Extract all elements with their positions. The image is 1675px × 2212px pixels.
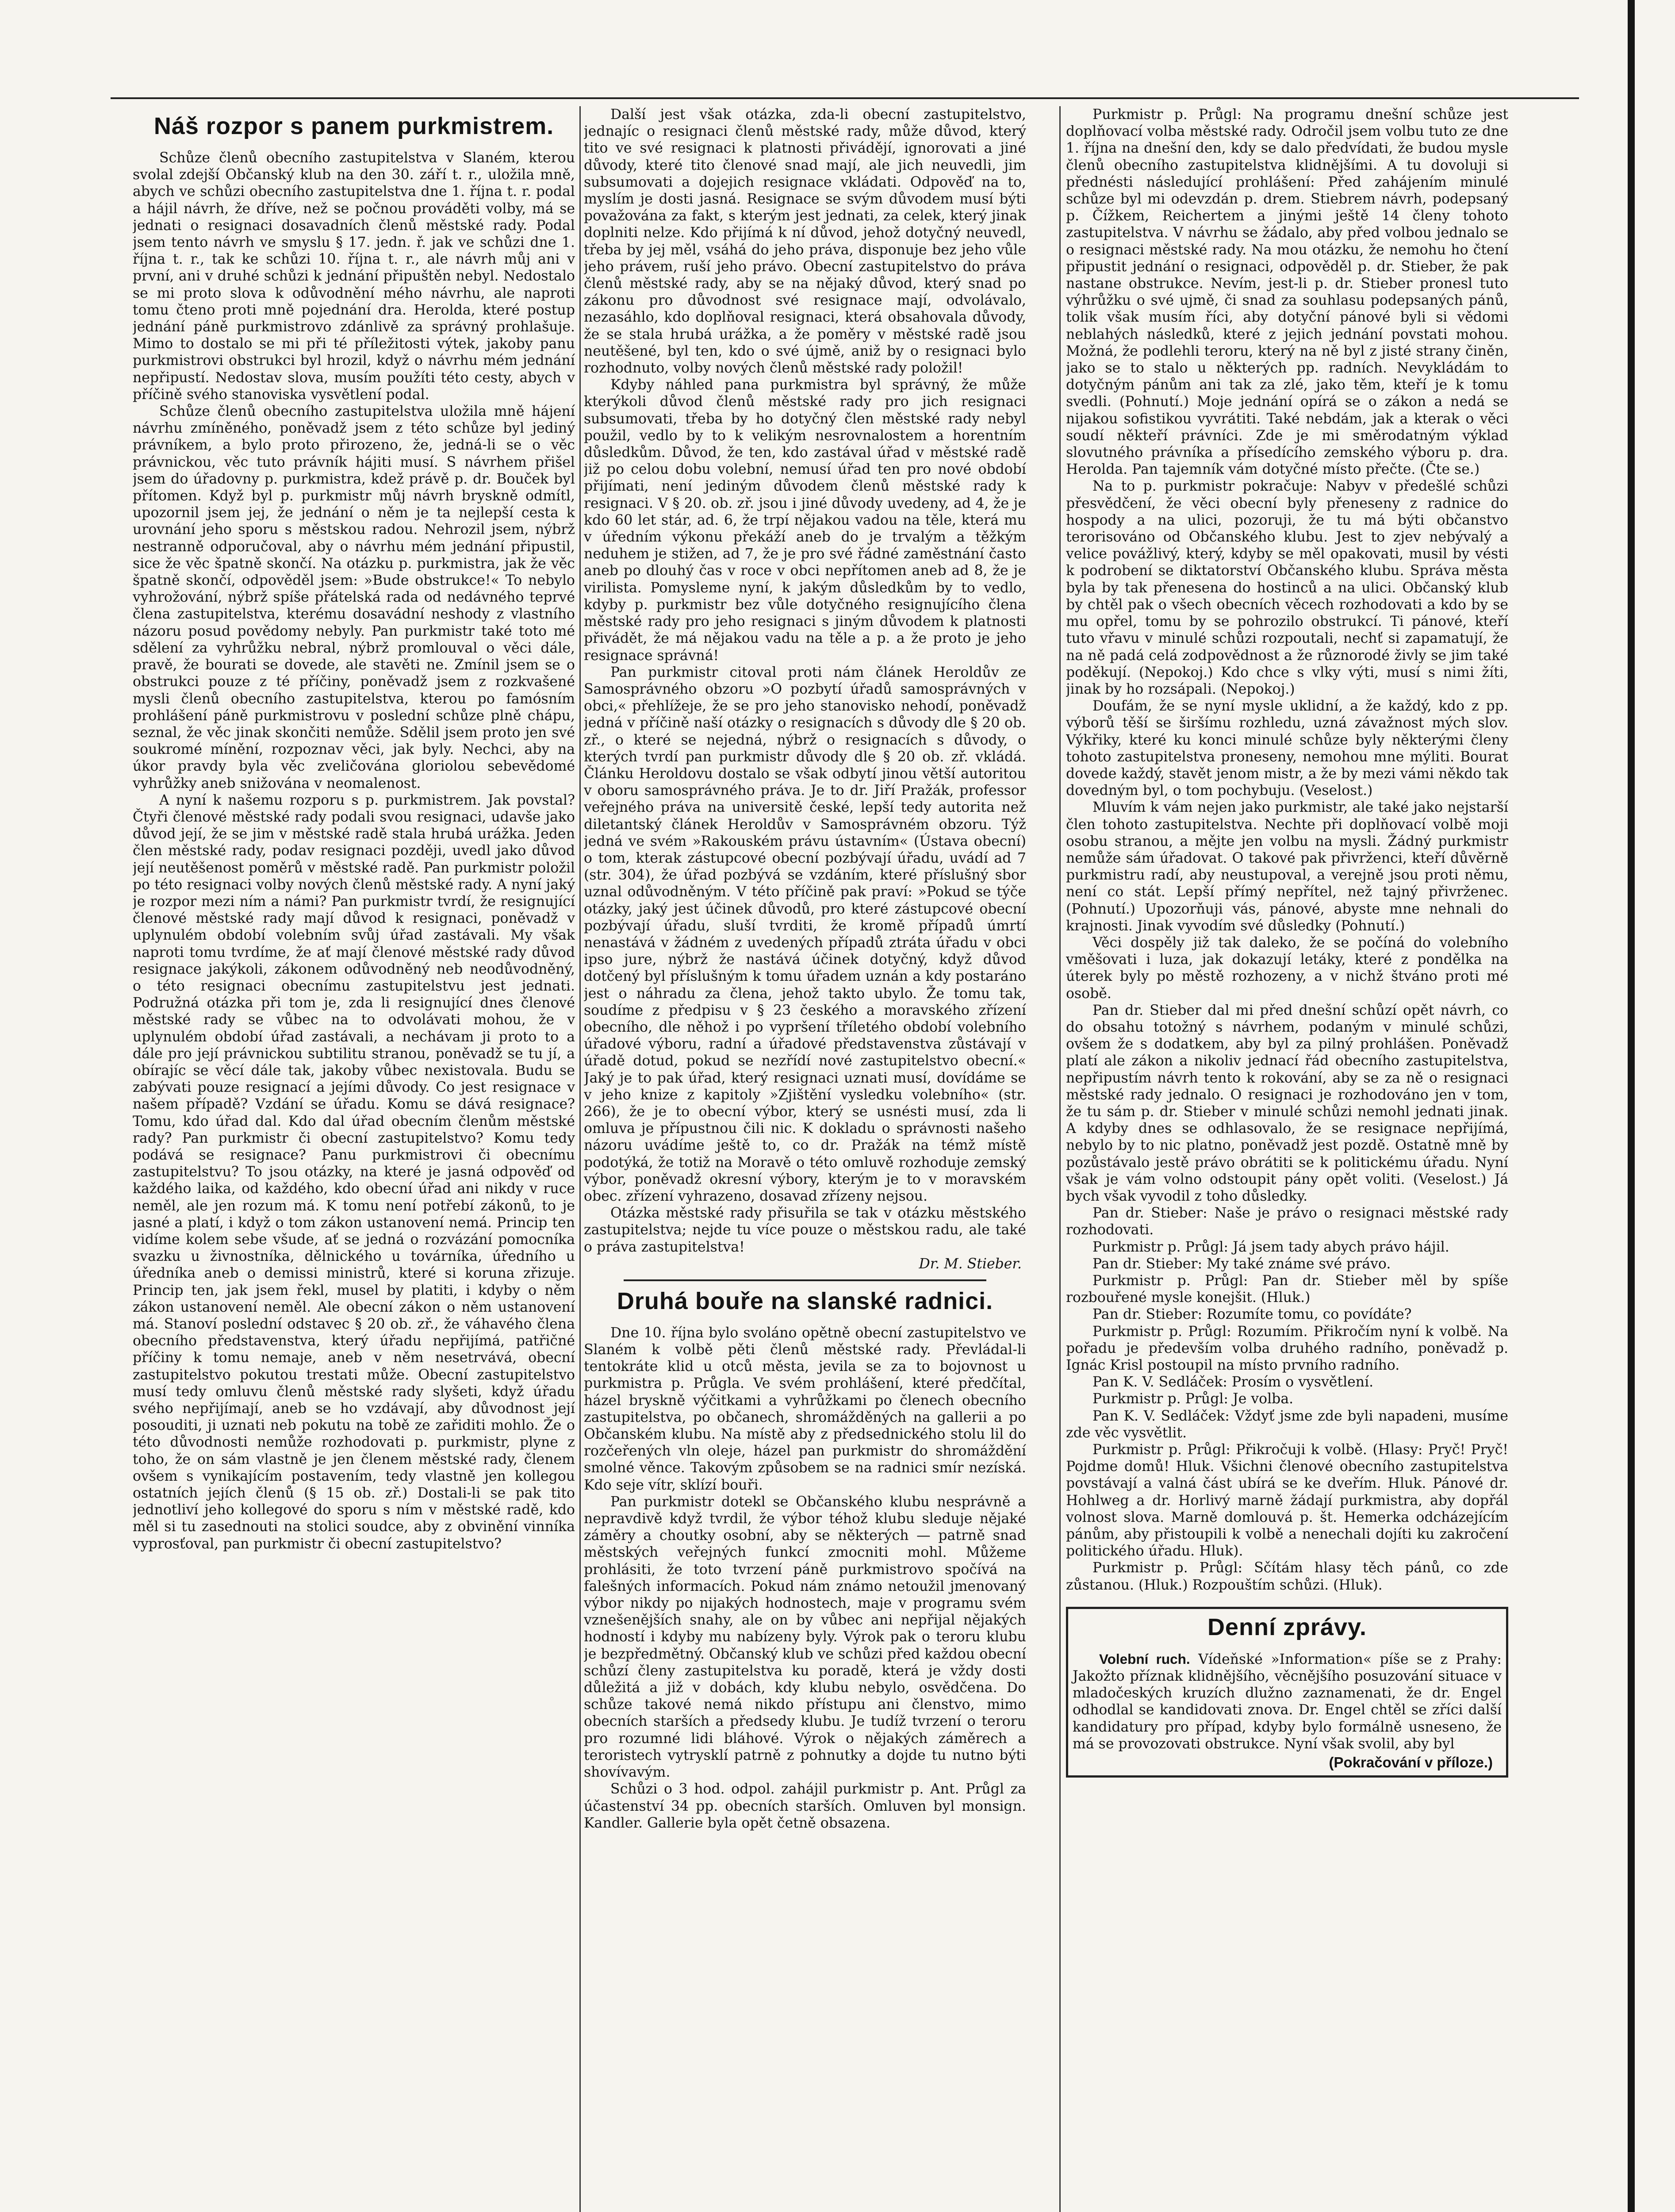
article-paragraph: Pan K. V. Sedláček: Prosím o vysvětlení. [1092,1374,1374,1390]
article-paragraph: Pan dr. Stieber dal mi před dnešní schůzí opět návrh, co do obsahu totožný s návrhem, podaným v minulé schůzi, ovšem že s dodatkem, aby byl za pilný prohlášen. Poněvadž platí ale zákon a nikoliv jednací řád obecního zastupitelstva, nepřipustím návrh tento k rokování, aby se za ně o resignaci městské rady jednalo. O resignaci je rozhodováno jen v tom, že tu sám p. dr. Stieber v minulé schůzi nemohl jednati jinak. A kdyby dnes se odhlasovalo, že se resignace nepřijímá, nebylo by to nic platno, poněvadž jest pozdě. Ostatně mně by pozůstávalo jestě právo obrátiti se k politickému úřadu. Nyní však je vám volno odstoupit pány opět voliti. (Veselost.) Já bych však vyvodil z toho důsledky. [1066,1002,1508,1204]
article-paragraph: Purkmistr p. Průgl: Sčítám hlasy těch pánů, co zde zůstanou. (Hluk.) Rozpouštím schůzi. (Hluk). [1066,1560,1508,1593]
article-paragraph: Pan dr. Stieber: Naše je právo o resignaci městské rady rozhodovati. [1066,1205,1508,1238]
article-paragraph: Purkmistr p. Průgl: Rozumím. Přikročím nyní k volbě. Na pořadu je především volba druhého radního, poněvadž p. Ignác Krisl postoupil na místo prvního radního. [1066,1323,1508,1374]
news-text: Vídeňské »Information« píše se z Prahy: Jakožto příznak klidnějšího, věcnějšího posuzování situace v mladočeských kruzích dlužno zaznamenati, že dr. Engel odhodlal se kandidovati znova. Dr. Engel chtěl se zříci další kandidatury pro případ, kdyby bylo formálně usneseno, že má se provozovati obstrukce. Nyní však svolil, aby byl [1073,1651,1502,1752]
article-paragraph: Na to p. purkmistr pokračuje: Nabyv v předešlé schůzi přesvědčení, že věci obecní byly přeneseny z radnice do hospody a na ulici, pozoruji, že tu má býti občanstvo terorisováno od Občanského klubu. Jest to zjev nebývalý a velice povážlivý, který, kdyby se měl opakovati, musil by vésti k podrobení se diktatorství Občanského klubu. Správa města byla by tak přenesena do hostinců a na ulici. Občanský klub by chtěl pak o všech obecních věcech rozhodovati a kdo by se mu opřel, tomu by se pohrozilo obstrukcí. Ti pánové, kteří tuto vřavu v minulé schůzi rozpoutali, nechť si zapamatují, že na ně padá celá zodpovědnost a že různorodé živly se jim také poděkují. (Nepokoj.) Kdo chce s vlky výti, musí s nimi žíti, jinak by ho rozsápali. (Nepokoj.) [1066,478,1508,697]
article-paragraph: Pan dr. Stieber: My také známe své právo. [1092,1256,1391,1272]
article-paragraph: Dne 10. října bylo svoláno opětně obecní zastupitelstvo ve Slaném k volbě pěti členů městské rady. Převládal-li tentokráte klid u otců města, jevila se za to bojovnost u purkmistra p. Průgla. Ve svém prohlášení, které předčítal, házel bryskně výčitkami a vyhrůžkami po členech obecního zastupitelstva, po občanech, shromážděných na gallerii a po Občanském klubu. Na místě aby z předsednického stolu lil do rozčeřených vln oleje, házel pan purkmistr do shromáždění smolné věnce. Takovým způsobem se na radnici smír nezíská. Kdo seje vítr, sklízí bouři. [584,1325,1026,1493]
column-divider [579,106,581,2212]
news-runin: Volební ruch. [1099,1651,1190,1667]
article-paragraph: A nyní k našemu rozporu s p. purkmistrem. Jak povstal? Čtyři členové městské rady podali svou resignaci, udavše jako důvod její, že se jim v městské radě stala hrubá urážka. Jeden člen městské rady, podav resignaci později, uvedl jako důvod její neutěšenost poměrů v městské radě. Pan purkmistr položil po této resignaci volby nových členů městské rady. A nyní jaký je rozpor mezi ním a námi? Pan purkmistr tvrdí, že resignující členové městské rady mají důvod k resignaci, poněvadž v uplynulém období volebním svůj úřad zastávali. My však naproti tomu tvrdíme, že ať mají členové městské rady důvod resignace jakýkoli, zákonem odůvodněný neb neodůvodněný, o této resignaci obecnímu zastupitelstvu jest jednati. Podružná otázka při tom je, zda li resignující dnes členové městské rady se vůbec na to odvolávati mohou, že v uplynulém období úřad zastávali, a nechávam ji proto to a dále pro její právnickou subtilitu stranou, poněvadž se tu jí, a obírajíc se věcí dále tak, jakoby vůbec nexistovala. Budu se zabývati pouze resignací a jejími důvody. Co jest resignace v našem případě? Vzdání se úřadu. Komu se dává resignace? Tomu, kdo úřad dal. Kdo dal úřad obecním členům městské rady? Pan purkmistr či obecní zastupitelstvo? Komu tedy podává se resignace? Panu purkmistrovi či obecnímu zastupitelstvu? To jsou otázky, na které je jasná odpověď od každého laika, od každého, kdo obecní úřad ani nikdy v ruce neměl, ale jen rozum má. K tomu není potřebí zákonů, to je jasné a platí, i když o tom zákon ustanovení nemá. Princip ten vidíme kolem sebe všude, ať se jedná o rozvázání pomocníka svazku u živnostníka, dělnického u továrníka, úředního u úředníka aneb o demissi ministrů, které si koruna zřizuje. Princip ten, jak jsem řekl, musel by platiti, i kdyby o něm zákon ustanovení neměl. Ale obecní zákon o něm ustanovení má. Stanoví poslední odstavec § 20 ob. zř., že váhavého člena obecního představenstva, který úřadu nepřijímá, patřičné příčiny k tomu nemaje, aneb v něm nesetrvává, obecní zastupitelstvo pokutou trestati může. Obecní zastupitelstvo musí tedy omluvu členů městské rady slyšeti, když úřadu svého nepřijímají, aneb se ho vzdávají, aby důvodnost její posouditi, ji uznati neb pokutu na tobě ze zařiditi mohlo. Že o této důvodnosti nemůže rozhodovati p. purkmistr, plyne z toho, že on sám vlastně je jen členem městské rady, členem ovšem s vynikajícím postavením, tedy vlastně jen kollegou ostatních jejích členů (§ 15 ob. zř.) Dostali-li se pak tito jednotliví jeho kollegové do sporu s ním v městské radě, kdo měl si tu zasednouti na stolici soudce, aby z obvinění vinníka vyprosťoval, pan purkmistr či obecní zastupitelstvo? [133,792,575,1552]
article-headline: Náš rozpor s panem purkmistrem. [153,113,554,139]
article-paragraph: Doufám, že se nyní mysle uklidní, a že každý, kdo z pp. výborů těší se širšímu rozhledu, uzná závažnost mých slov. Výkřiky, které ku konci minulé schůze byly některými členy tohoto zastupitelstva proneseny, nemohou mne mýliti. Bourat dovede každý, stavět jenom mistr, a že by mezi vámi někdo tak dovedným byl, o tom pochybuju. (Veselost.) [1066,698,1508,799]
column-divider [1059,106,1061,2212]
article-headline: Druhá bouře na slanské radnici. [617,1287,993,1314]
article-paragraph: Schůze členů obecního zastupitelstva v Slaném, kterou svolal zdejší Občanský klub na den 30. září t. r., uložila mně, abych ve schůzi obecního zastupitelstva dne 1. října t. r. podal a hájil návrh, že dříve, než se počnou prováděti volby, má se jednati o resignaci dosavadních členů městské rady. Podal jsem tento návrh ve smyslu § 17. jedn. ř. jak ve schůzi dne 1. října t. r., tak ke schůzi 10. října t. r., ale návrh můj ani v první, ani v druhé schůzi k jednání připuštěn nebyl. Nedostalo se mi proto slova k odůvodnění mého návrhu, ale naproti tomu čteno proti mně pojednání dra. Herolda, které postup jednání páně purkmistrovo zdánlivě za správný prohlašuje. Mimo to dostalo se mi při té příležitosti výtek, jakoby panu purkmistrovi obstrukci byl hrozil, když o návrhu mém jednání nepřipustí. Nedostav slova, musím použíti této cesty, abych v příčině svého stanoviska vysvětlení podal. [133,150,575,403]
article-paragraph: Purkmistr p. Průgl: Já jsem tady abych právo hájil. [1092,1239,1449,1255]
article-paragraph: Otázka městské rady přisuřila se tak v otázku městského zastupitelstva; nejde tu více pouze o městskou radu, ale také o práva zastupitelstva! [584,1205,1026,1255]
article-paragraph: Pan purkmistr citoval proti nám článek Heroldův ze Samosprávného obzoru »O pozbytí úřadů samosprávných v obci,« přehlížeje, že se pro jeho stanovisko nehodí, poněvadž jedná v příčině naší otázky o resignacích s důvody dle § 20 ob. zř., o které se nejedná, nýbrž o resignacích s důvody, o kterých tvrdí pan purkmistr důvody dle § 20 ob. zř. vkládá. Článku Heroldovu dostalo se však odbytí jinou větší autoritou v oboru samosprávného práva. Je to dr. Jiří Pražák, professor veřejného práva na universitě české, lepší tedy autorita než diletantský článek Heroldův v Samosprávném obzoru. Týž jedná ve svém »Rakouském právu ústavním« (Ústava obecní) o tom, kterak zástupcové obecní pozbývají úřadu, uvádí ad 7 (str. 304), že úřad pozbývá se vzdáním, které příslušný sbor uznal odůvodněným. V této příčině pak praví: »Pokud se týče otázky, jaký jest účinek důvodů, pro které zástupcové obecní pozbývají úřadu, sluší tvrditi, že kromě případů úmrtí nenastává v žádném z uvedených případů ztráta úřadu v obci ipso jure, nýbrž že nastává účinek dotyčný, když důvod dotčený byl příslušným k tomu úřadem uznán a kdy postaráno jest o náhradu za člena, jehož takto ubylo. Že tomu tak, soudíme z předpisu v § 23 českého a moravského zřízení obecního, dle něhož i po vypršení tříletého období volebního úřadové výboru, radní a úřadové představenstva zůstávají v úřadě dotud, pokud se nezřídí nové zastupitelstvo obecní.« Jaký je to pak úřad, který resignaci uznati musí, dovídáme se v jeho knize z kapitoly »Zjištění vysledku volebního« (str. 266), že je to obecní výbor, který se usnésti musí, zda li omluva je přípustnou čili nic. K dokladu o správnosti našeho názoru uvádíme ještě to, co dr. Pražák na témž místě podotýká, že totiž na Moravě o této omluvě rozhoduje zemský výbor, poněvadž okresní výbory, kterým je to v moravském obec. zřízení vyhrazeno, dosavad zřízeny nejsou. [584,664,1026,1204]
column-1 [133,106,575,2212]
article-paragraph: Mluvím k vám nejen jako purkmistr, ale také jako nejstarší člen tohoto zastupitelstva. Nechte při doplňovací volbě moji osobu stranou, a mějte jen volbu na mysli. Žádný purkmistr nemůže sám úřadovat. O takové pak přivrženci, kteří důvěrně purkmistru radí, aby neustupoval, a verejně jsou proti němu, není co stát. Lepší přímý nepřítel, než tajný přivrženec. (Pohnutí.) Upozorňuji vás, pánové, abyste mne nehnali do krajnosti. Jinak vyvodím své důsledky (Pohnutí.) [1066,799,1508,934]
article-paragraph: Pan dr. Stieber: Rozumíte tomu, co povídáte? [1092,1306,1412,1323]
article-paragraph: Schůze členů obecního zastupitelstva uložila mně hájení návrhu zmíněného, poněvadž jsem z této schůze byl jediný právníkem, a bylo proto přirozeno, že, jedná-li se o věc právnickou, věc tuto právník hájiti musí. S návrhem přišel jsem do úřadovny p. purkmistra, kdež právě p. dr. Bouček byl přítomen. Když byl p. purkmistr můj návrh bryskně odmítl, upozornil jsem jej, že jednání o něm je ta nejlepší cesta k urovnání jeho sporu s městskou radou. Nehrozil jsem, nýbrž nestranně odporučoval, aby o návrhu mém jednání připustil, sice že věc špatně skončí. Na otázku p. purkmistra, jak že věc špatně skončí, odpověděl jsem: »Bude obstrukce!« To nebylo vyhrožování, nýbrž spíše přátelská rada od nedávného teprvé člena zastupitelstva, kterému dosavádní neshody z vlastního názoru posud povědomy nebyly. Pan purkmistr také toto mé sdělení za vyhrůžku nebral, nýbrž promlouval o věci dále, pravě, že bourati se dovede, ale stavěti ne. Zmínil jsem se o obstrukci pouze z té příčiny, poněvadž jsem z rozkvašené mysli členů obecního zastupitelstva, kterou po famósním prohlášení páně purkmistrovu v poslední schůze plně chápu, seznal, že věc jinak skončiti nemůže. Sdělil jsem proto jen své soukromé mínění, rozpoznav věci, jak byly. Nechci, aby na úkor pravdy byla věc zveličována gloriolou sebevědomé vyhrůžky aneb snižována v neomalenost. [133,403,575,791]
article-paragraph: Věci dospěly již tak daleko, že se počíná do volebního vměšovati i luza, jak dokazují letáky, které z pondělka na úterek byly po městě rozhozeny, a v nichž štváno proti mé osobě. [1066,934,1508,1002]
article-paragraph: Kdyby náhled pana purkmistra byl správný, že může kterýkoli důvod členů městské rady pro jich resignaci subsumovati, třeba by ho dotyčný člen městské rady nebyl použil, vedlo by to k velikým nesrovnalostem a horentním důsledkům. Důvod, že ten, kdo zastával úřad v městské radě již po celou dobu volební, nemusí úřad ten pro nové období přijímati, není jediným důvodem členů městské rady k resignaci. V § 20. ob. zř. jsou i jiné důvody uvedeny, ad 4, že je kdo 60 let stár, ad. 6, že trpí nějakou vadou na těle, která mu v úředním výkonu překáží aneb do je trvalým a těžkým neduhem je stižen, ad 7, že je pro své řádné zaměstnání často aneb po dlouhý čas v roce v obci nepřítomen aneb ad 8, že je virilista. Pomysleme nyní, k jakým důsledkům by to vedlo, kdyby p. purkmistr bez vůle dotyčného resignujícího člena městské rady pro jeho resignaci s jiným důvodem k platnosti přivádět, že má nějakou vadu na těle a p. a že proto je jeho resignace správná! [584,377,1026,664]
news-headline: Denní zprávy. [1207,1613,1367,1640]
scan-edge [1628,0,1635,2212]
article-paragraph: Pan K. V. Sedláček: Vždyť jsme zde byli napadeni, musíme zde věc vysvětlit. [1066,1408,1508,1441]
news-paragraph [1073,1651,1502,1752]
article-paragraph: Další jest však otázka, zda-li obecní zastupitelstvo, jednajíc o resignaci členů městské rady, může důvod, který tito ve své resignaci k platnosti přivádějí, ignorovati a jiné důvody, které tito členové snad mají, ale jich neuvedli, jim subsumovati a dojejich resignace vkládati. Odpověď na to, myslím je dosti jasná. Resignace se svým důvodem musí býti považována za fakt, s kterým jest jednati, za celek, který jinak doplniti nelze. Kdo přijímá k ní důvod, jehož dotyčný neuvedl, třeba by jej měl, vsáhá do jeho práva, disponuje bez jeho vůle jeho právem, ruší jeho právo. Obecní zastupitelstvo do práva členů městské rady, aby se na nějaký důvod, který snad po zákonu pro důvodnost své resignace mají, odvolávalo, nezasáhlo, kdo doplňoval resignaci, která obsahovala důvody, že se stala hrubá urážka, a že poměry v městské radě jsou neutěšené, byl ten, kdo o své újmě, aniž by o resignaci bylo rozhodnuto, volby nových členů městské rady položil! [584,107,1026,376]
top-rule [111,97,1579,99]
column-3 [1066,106,1508,2212]
article-paragraph: Purkmistr p. Průgl: Je volba. [1092,1391,1294,1407]
continued-note: (Pokračování v příloze.) [1329,1754,1493,1771]
article-paragraph: Pan purkmistr dotekl se Občanského klubu nesprávně a nepravdivě když tvrdil, že výbor téhož klubu sleduje nějaké záměry a choutky osobní, aby se některých — patrně snad městských veřejných funkcí zmocniti mohl. Můžeme prohlásiti, že toto tvrzení páně purkmistrovo spočívá na falešných informacích. Pokud nám známo netoužil jmenovaný výbor nikdy po nijakých hodnostech, maje v programu svém vznešenějších snahy, ale on by vůbec ani nepřijal nějakých hodností i kdyby mu nabízeny byly. Výrok pak o teroru klubu je bezpředmětný. Občanský klub ve schůzi před každou obecní schůzí členy zastupitelstva ku poradě, která je vždy dosti důležitá a již v dobách, kdy klubu nebylo, osvědčena. Do schůze takové nemá nikdo přístupu ani členstvo, mimo obecních starších a předsedy klubu. Je tudíž tvrzení o teroru pro rozumné lidi bláhové. Výrok o nějakých záměrech a teroristech vytrysklí patrně z pohnutky a dojde tu nutno býti shovívavým. [584,1494,1026,1781]
news-box [1066,1607,1508,1778]
column-2 [584,106,1026,2212]
article-paragraph: Schůzi o 3 hod. odpol. zahájil purkmistr p. Ant. Průgl za účastenství 34 pp. obecních starších. Omluven byl monsign. Kandler. Gallerie byla opět četně obsazena. [584,1781,1026,1831]
article-paragraph: Purkmistr p. Průgl: Na programu dnešní schůze jest doplňovací volba městské rady. Odročil jsem volbu tuto ze dne 1. října na dnešní den, kdy se dalo předvídati, že budou mysle členů obecního zastupitelstva klidnějšími. A tu dovoluji si přednésti následující prohlášení: Před zahájením minulé schůze byl mi odevzdán p. drem. Stiebrem návrh, podepsaný p. Čížkem, Reichertem a jinými ještě 14 členy tohoto zastupitelstva. V návrhu se žádalo, aby před volbou jednalo se o resignaci městské rady. Na mou otázku, že nemohu ho čtení připustit jednání o resignaci, odpověděl p. dr. Stieber, že pak nastane obstrukce. Nevím, jest-li p. dr. Stieber pronesl tuto výhrůžku o své ujmě, či snad za souhlasu podepsaných pánů, tolik však musím říci, aby dotyční pánové byli si vědomi neblahých následků, které z jejich jednání povstati mohou. Možná, že podlehli teroru, který na ně byl z jisté strany činěn, jako se to stalo u některých pp. radních. Nevykládám to dotyčným pánům ani tak za zlé, jako těm, kteří je k tomu svedli. (Pohnutí.) Moje jednání opírá se o zákon a nedá se nijakou sofistikou vyvrátiti. Také nebdám, jak a kterak o věci soudí někteří právníci. Zde je mi směrodatným výklad slovutného právníka a přísedícího zemského výboru p. dra. Herolda. Pan tajemník vám dotyčné místo přečte. (Čte se.) [1066,107,1508,478]
article-paragraph: Purkmistr p. Průgl: Pan dr. Stieber měl by spíše rozbouřené mysle konejšit. (Hluk.) [1066,1273,1508,1306]
article-separator [624,1279,986,1281]
article-paragraph: Purkmistr p. Průgl: Přikročuji k volbě. (Hlasy: Pryč! Pryč! Pojdme domů! Hluk. Všichni členové obecního zastupitelstva povstávají a valná část ubírá se ke dveřím. Hluk. Pánové dr. Hohlweg a dr. Horlivý marně žádají purkmistra, aby dopřál volnost slova. Marně domlouvá p. št. Hemerka odcházejícím pánům, aby přistoupili k volbě a nenechali dojíti ku zakročení politického úřadu. Hluk). [1066,1442,1508,1559]
article-signature: Dr. M. Stieber. [919,1256,1022,1272]
